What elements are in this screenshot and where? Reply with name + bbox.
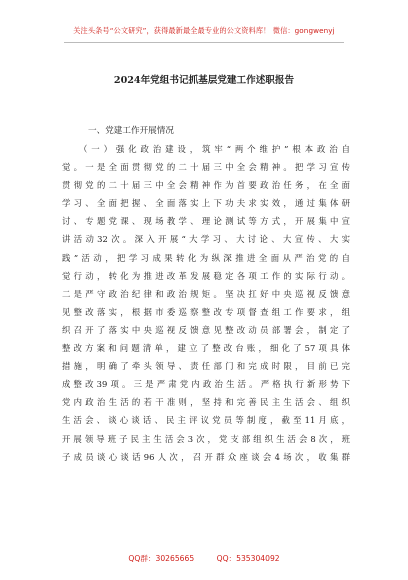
body-line: 见整改落实，根据市委巡察整改专项督查组工作要求，组 xyxy=(62,306,350,317)
body-line: 觉行动，转化为推进改革发展稳定各项工作的实际行动。 xyxy=(62,270,350,281)
body-line: 学习、全面把握、全面落实上下功夫求实效，通过集体研 xyxy=(62,198,350,209)
footer-qq-group: QQ群：30265665 xyxy=(128,554,195,563)
body-line: 子成员谈心谈话96人次，召开群众座谈会4场次，收集群 xyxy=(62,451,350,462)
section-heading: 一、党建工作开展情况 xyxy=(88,126,174,136)
document-title: 2024年党组书记抓基层党建工作述职报告 xyxy=(113,75,295,86)
body-line: 生活会、谈心谈话、民主评议党员等制度，截至11月底， xyxy=(62,415,350,426)
footer-contact xyxy=(0,553,408,564)
body-line: 成整改39项。三是严肃党内政治生活。严格执行新形势下 xyxy=(62,379,350,390)
header-divider xyxy=(64,42,344,43)
body-line: 开展领导班子民主生活会3次，党支部组织生活会8次，班 xyxy=(62,433,350,444)
body-line: 织召开了落实中央巡视反馈意见整改动员部署会，制定了 xyxy=(62,324,350,335)
body-text xyxy=(62,140,350,466)
body-line: （一）强化政治建设，筑牢“两个维护”根本政治自 xyxy=(79,144,350,154)
body-line: 整改方案和问题清单，建立了整改台账，细化了57项具体 xyxy=(62,343,350,354)
body-line: 觉。一是全面贯彻党的二十届三中全会精神。把学习宣传 xyxy=(62,162,350,173)
body-line: 党内政治生活的若干准则，坚持和完善民主生活会、组织 xyxy=(62,397,350,408)
body-line: 讲活动32次。深入开展“大学习、大讨论、大宣传、大实 xyxy=(62,234,350,245)
body-line: 二是严守政治纪律和政治规矩。坚决扛好中央巡视反馈意 xyxy=(62,288,350,299)
body-line: 贯彻党的二十届三中全会精神作为首要政治任务，在全面 xyxy=(62,180,350,191)
body-line: 措施，明确了牵头领导、责任部门和完成时限，目前已完 xyxy=(62,361,350,372)
body-line: 讨、专题党课、现场教学、理论测试等方式，开展集中宣 xyxy=(62,216,350,227)
header-banner: 关注头条号“公文研究”，获得最新最全最专业的公文资料库！ 微信：gongwenyj xyxy=(73,26,335,35)
footer-qq-number: QQ：535304092 xyxy=(216,554,280,563)
body-line: 践”活动，把学习成果转化为纵深推进全面从严治党的自 xyxy=(62,252,350,263)
